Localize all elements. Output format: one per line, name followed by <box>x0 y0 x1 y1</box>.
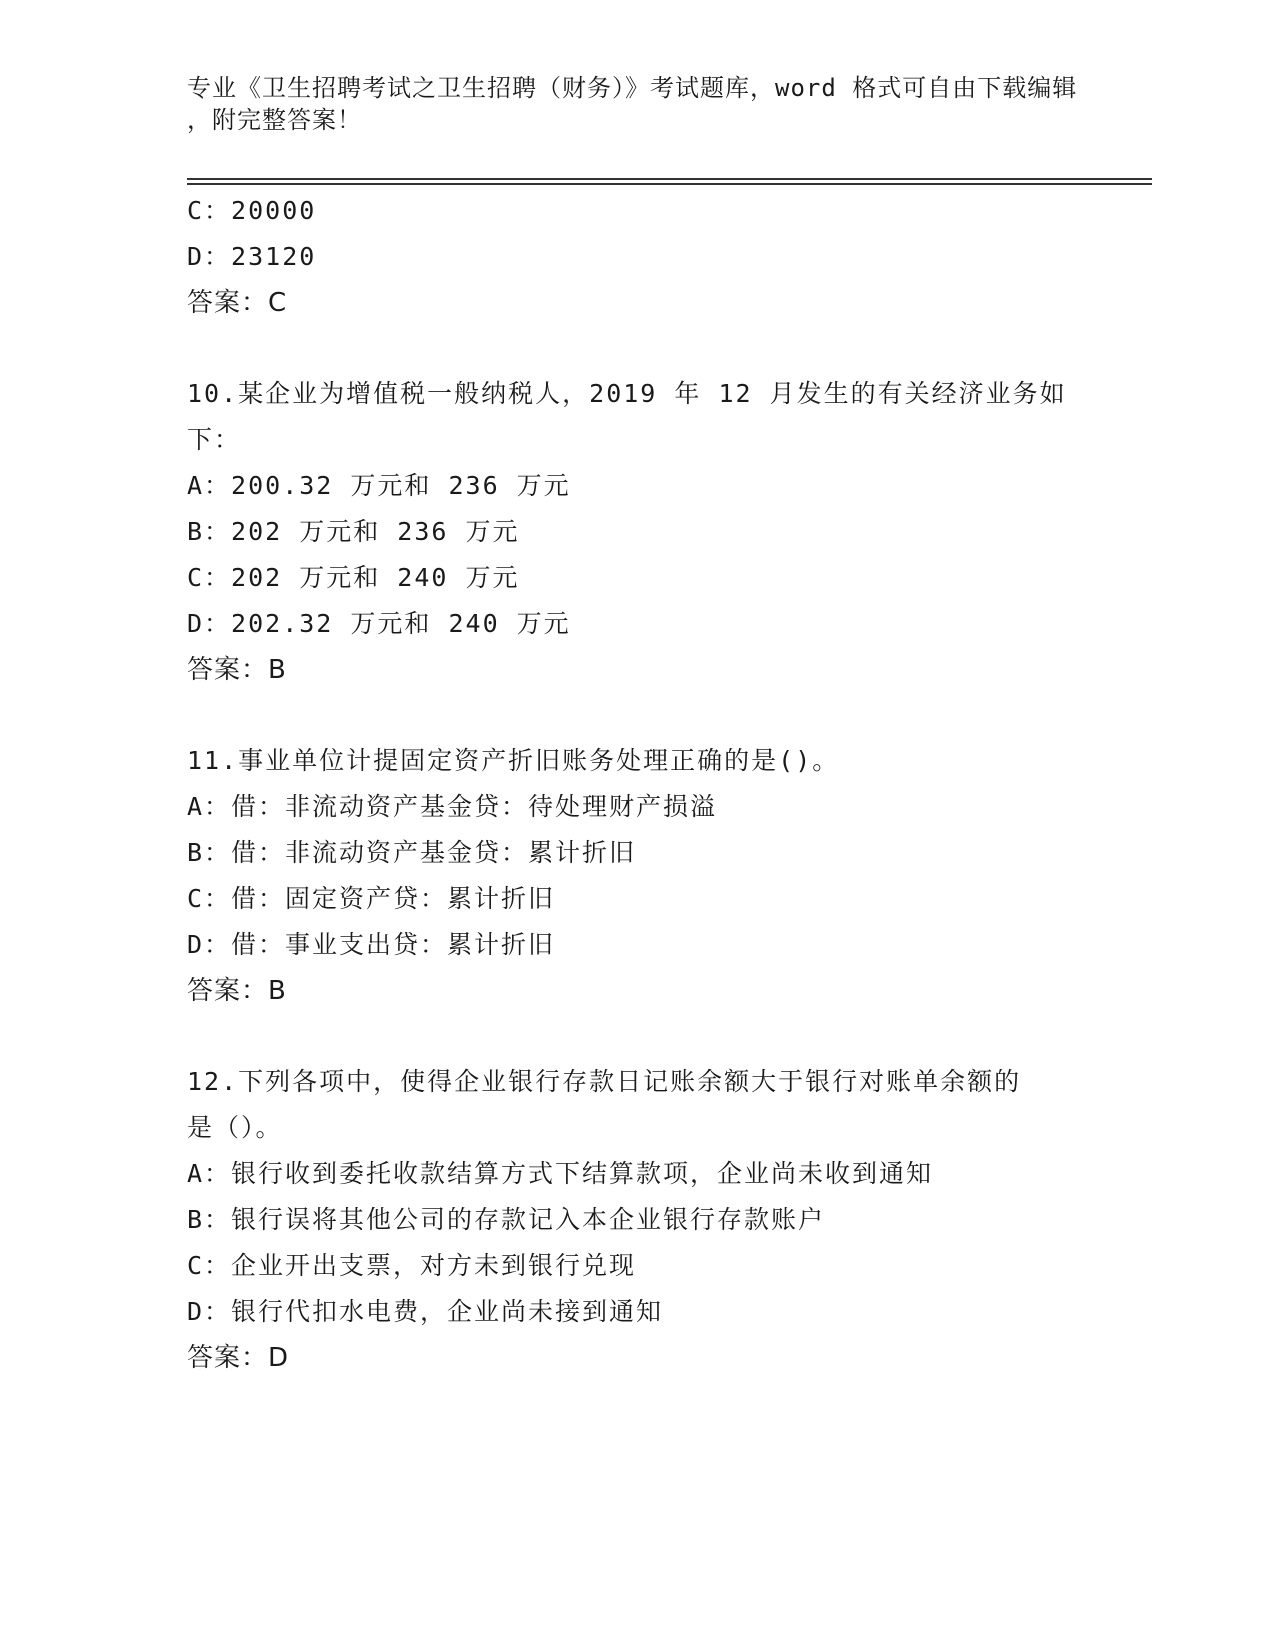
q10-option-b: B：202 万元和 236 万元 <box>187 517 520 546</box>
q9-option-c: C：20000 <box>187 196 317 225</box>
q12-answer: 答案：D <box>187 1343 290 1373</box>
header-rule-bottom <box>187 183 1152 185</box>
q11-stem-line-1: 11.事业单位计提固定资产折旧账务处理正确的是()。 <box>187 746 840 775</box>
q10-stem-line-1: 10.某企业为增值税一般纳税人，2019 年 12 月发生的有关经济业务如 <box>187 379 1067 408</box>
header-title-line-1: 专业《卫生招聘考试之卫生招聘（财务）》考试题库，word 格式可自由下载编辑 <box>187 74 1078 102</box>
header-title-line-2: ，附完整答案！ <box>187 106 362 134</box>
q12-stem-line-1: 12.下列各项中，使得企业银行存款日记账余额大于银行对账单余额的 <box>187 1067 1022 1096</box>
q12-option-b: B：银行误将其他公司的存款记入本企业银行存款账户 <box>187 1205 826 1234</box>
q9-option-d: D：23120 <box>187 242 317 271</box>
q10-stem-line-2: 下： <box>187 425 242 454</box>
q11-option-d: D：借：事业支出贷：累计折旧 <box>187 930 556 959</box>
q10-answer: 答案：B <box>187 655 287 685</box>
q12-option-c: C：企业开出支票，对方未到银行兑现 <box>187 1251 637 1280</box>
q10-option-d: D：202.32 万元和 240 万元 <box>187 609 571 638</box>
q12-stem-line-2: 是（）。 <box>187 1113 283 1142</box>
header-rule-top <box>187 178 1152 180</box>
q12-option-d: D：银行代扣水电费，企业尚未接到通知 <box>187 1297 664 1326</box>
q11-option-c: C：借：固定资产贷：累计折旧 <box>187 884 556 913</box>
q9-answer: 答案：C <box>187 288 288 318</box>
q11-option-a: A：借：非流动资产基金贷：待处理财产损溢 <box>187 792 718 821</box>
q11-answer: 答案：B <box>187 976 287 1006</box>
q10-option-c: C：202 万元和 240 万元 <box>187 563 520 592</box>
q11-option-b: B：借：非流动资产基金贷：累计折旧 <box>187 838 637 867</box>
q10-option-a: A：200.32 万元和 236 万元 <box>187 471 571 500</box>
q12-option-a: A：银行收到委托收款结算方式下结算款项，企业尚未收到通知 <box>187 1159 934 1188</box>
